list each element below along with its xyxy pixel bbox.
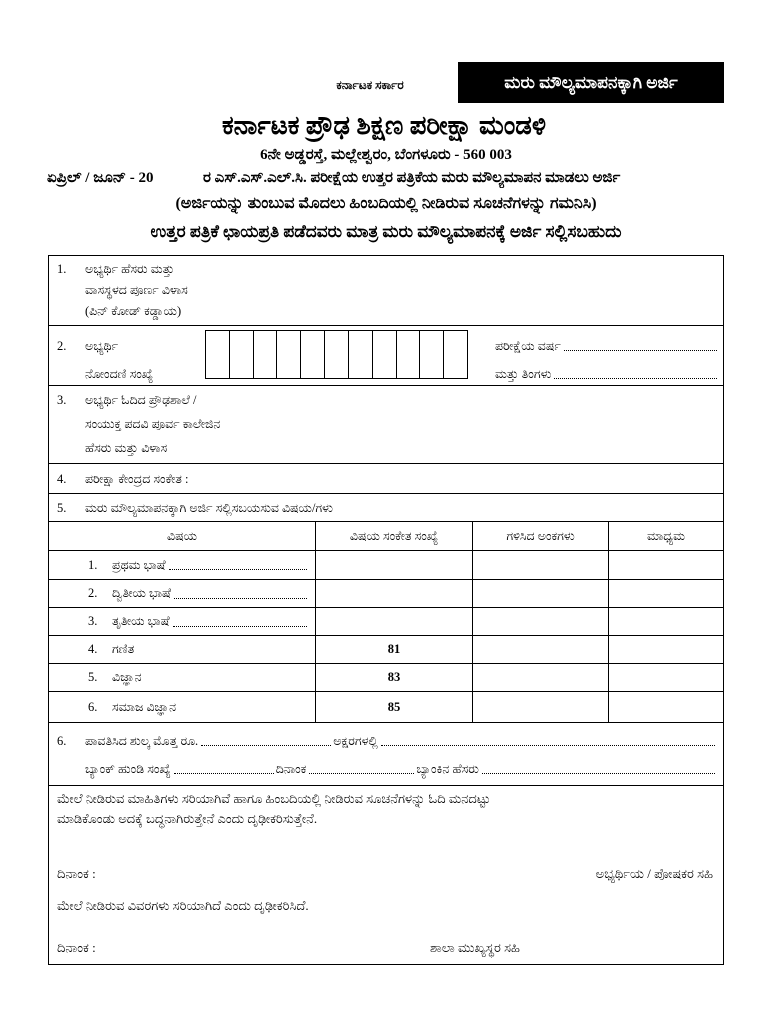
registration-section [49,326,723,386]
headmaster-signature-label: ಶಾಲಾ ಮುಖ್ಯಸ್ಥರ ಸಹಿ [430,940,520,955]
instruction-note: (ಅರ್ಜಿಯನ್ನು ತುಂಬುವ ಮೊದಲು ಹಿಂಬದಿಯಲ್ಲಿ ನೀಡಿರುವ ಸೂಚನೆಗಳನ್ನು ಗಮನಿಸಿ) [175,195,597,212]
school-date-label: ದಿನಾಂಕ : [57,940,96,955]
item-number: 6. [57,734,67,748]
registration-digit-box [419,330,443,379]
medium-cell [609,580,723,607]
subjects-heading-label: ಮರು ಮೌಲ್ಯಮಾಪನಕ್ಕಾಗಿ ಅರ್ಜಿ ಸಲ್ಲಿಸಬಯಸುವ ವಿಷಯ/ಗಳು [85,501,333,515]
table-row [49,664,723,692]
registration-digit-box [276,330,300,379]
eligibility-note: ಉತ್ತರ ಪತ್ರಿಕೆ ಛಾಯಪ್ರತಿ ಪಡೆದವರು ಮಾತ್ರ ಮರು ಮೌಲ್ಯಮಾಪನಕ್ಕೆ ಅರ್ಜಿ ಸಲ್ಲಿಸಬಹುದು [150,222,622,241]
header-medium: ಮಾಧ್ಯಮ [647,528,685,543]
fee-amount-label: ಪಾವತಿಸಿದ ಶುಲ್ಕ ಮೊತ್ತ ರೂ. [85,733,199,748]
registration-digit-box [396,330,420,379]
board-name-title: ಕರ್ನಾಟಕ ಪ್ರೌಢ ಶಿಕ್ಷಣ ಪರೀಕ್ಷಾ ಮಂಡಳಿ [221,111,547,140]
subject-name: ತೃತೀಯ ಭಾಷೆ [112,614,170,628]
registration-digit-box [324,330,348,379]
table-row [49,692,723,723]
bank-name-label: ಬ್ಯಾಂಕಿನ ಹೆಸರು [416,761,479,776]
dd-number-blank [174,773,274,774]
item-number: 5. [57,501,67,515]
form-body [48,255,724,965]
marks-cell [473,551,609,579]
fee-section [49,723,723,786]
government-label: ಕರ್ನಾಟಕ ಸರ್ಕಾರ [336,78,404,92]
item-number: 1. [57,262,67,276]
subject-name: ಪ್ರಥಮ ಭಾಷೆ [112,557,166,572]
dd-date-blank [309,773,414,774]
board-address: 6ನೇ ಅಡ್ಡರಸ್ತೆ, ಮಲ್ಲೇಶ್ವರಂ, ಬೆಂಗಳೂರು - 560 003 [260,147,512,163]
registration-digit-box [372,330,396,379]
subject-code-cell: 83 [316,664,473,691]
form-type-badge: ಮರು ಮೌಲ್ಯಮಾಪನಕ್ಕಾಗಿ ಅರ್ಜಿ [458,62,724,103]
exam-month-label: ಮತ್ತು ತಿಂಗಳು [495,366,552,381]
marks-cell [473,608,609,635]
label-line: ಅಭ್ಯರ್ಥಿ [85,339,119,353]
subject-number: 3. [88,614,98,628]
declaration-line: ಮಾಡಿಕೊಂಡು ಅದಕ್ಕೆ ಬದ್ಧನಾಗಿರುತ್ತೇನೆ ಎಂದು ದೃಢೀಕರಿಸುತ್ತೇನೆ. [57,811,318,826]
bank-draft-line [85,755,717,783]
subject-name: ದ್ವಿತೀಯ ಭಾಷೆ [112,586,172,600]
subjects-table-header [49,522,723,551]
marks-cell [473,580,609,607]
dd-number-label: ಬ್ಯಾಂಕ್ ಹುಂಡಿ ಸಂಖ್ಯೆ [85,761,171,776]
fee-in-words-label: ಅಕ್ಷರಗಳಲ್ಲಿ [333,733,378,748]
registration-digit-box [443,330,467,379]
registration-digit-box [229,330,253,379]
medium-cell [609,692,723,722]
subject-code-cell [316,580,473,607]
exam-year-label: ಪರೀಕ್ಷೆಯ ವರ್ಷ [495,338,561,353]
subject-cell [49,551,316,579]
subject-cell [49,580,316,607]
exam-session: ಏಪ್ರಿಲ್ / ಜೂನ್ - 20 [47,170,154,186]
item-number: 4. [57,472,67,486]
label-line: ಅಭ್ಯರ್ಥಿ ಹೆಸರು ಮತ್ತು [85,262,175,276]
subject-cell [49,664,316,691]
declaration-section [49,786,723,964]
subject-number: 4. [88,642,98,656]
exam-month-line [495,360,719,386]
school-certification: ಮೇಲೆ ನೀಡಿರುವ ವಿವರಗಳು ಸರಿಯಾಗಿದೆ ಎಂದು ದೃಢೀಕರಿಸಿದೆ. [57,898,309,913]
subject-name-blank [173,626,307,627]
medium-cell [609,551,723,579]
subject-number: 1. [88,557,98,572]
subject-name: ಗಣಿತ [112,642,135,656]
school-section [49,386,723,464]
marks-cell [473,664,609,691]
subject-code-cell: 81 [316,636,473,663]
table-row [49,551,723,580]
label-line: ನೋಂದಣಿ ಸಂಖ್ಯೆ [85,367,154,381]
header-subject: ವಿಷಯ [49,522,316,550]
exam-year-blank [564,350,717,351]
item-number: 3. [57,393,67,407]
table-row [49,580,723,608]
registration-number-boxes [205,330,468,379]
label-line: ಅಭ್ಯರ್ಥಿ ಓದಿದ ಪ್ರೌಢಶಾಲೆ / [85,393,197,407]
subjects-heading [49,494,723,522]
registration-digit-box [348,330,372,379]
subject-name-blank [169,569,307,570]
medium-cell [609,664,723,691]
exam-year-month [495,332,719,386]
subject-name-blank [174,598,307,599]
candidate-address-label [85,259,188,322]
label-line: ವಾಸಸ್ಥಳದ ಪೂರ್ಣ ವಿಳಾಸ [85,283,188,297]
school-label [85,388,220,460]
fee-lines [85,727,717,783]
table-row [49,608,723,636]
registration-digit-box [253,330,277,379]
candidate-address-section [49,256,723,326]
fee-amount-line [85,727,717,755]
subject-number: 2. [88,586,98,600]
subject-code-cell: 85 [316,692,473,722]
registration-label [85,332,153,386]
exam-centre-section [49,464,723,494]
header-subject-code: ವಿಷಯ ಸಂಕೇತ ಸಂಖ್ಯೆ [316,522,473,550]
label-line: (ಪಿನ್ ಕೋಡ್ ಕಡ್ಡಾಯ) [85,304,182,318]
bank-name-blank [482,773,715,774]
registration-digit-box [205,330,229,379]
medium-cell [609,636,723,663]
fee-in-words-blank [381,745,715,746]
header-marks-obtained: ಗಳಿಸಿದ ಅಂಕಗಳು [473,522,609,550]
marks-cell [473,692,609,722]
label-line: ಸಂಯುಕ್ತ ಪದವಿ ಪೂರ್ವ ಕಾಲೇಜಿನ [85,417,221,431]
declaration-line: ಮೇಲೆ ನೀಡಿರುವ ಮಾಹಿತಿಗಳು ಸರಿಯಾಗಿವೆ ಹಾಗೂ ಹಿಂಬದಿಯಲ್ಲಿ ನೀಡಿರುವ ಸೂಚನೆಗಳನ್ನು ಓದಿ ಮನದಟ್ಟು [57,791,491,806]
subject-code-cell [316,608,473,635]
subject-cell [49,608,316,635]
exam-centre-label: ಪರೀಕ್ಷಾ ಕೇಂದ್ರದ ಸಂಕೇತ : [85,472,189,486]
subject-name: ವಿಜ್ಞಾನ [112,670,142,684]
marks-cell [473,636,609,663]
exam-month-blank [554,378,717,379]
label-line: ಹೆಸರು ಮತ್ತು ವಿಳಾಸ [85,441,168,455]
subject-number: 6. [88,699,98,714]
item-number: 2. [57,339,67,353]
registration-digit-box [300,330,324,379]
table-row [49,636,723,664]
form-title: ರ ಎಸ್.ಎಸ್.ಎಲ್.ಸಿ. ಪರೀಕ್ಷೆಯ ಉತ್ತರ ಪತ್ರಿಕೆಯ ಮರು ಮೌಲ್ಯಮಾಪನ ಮಾಡಲು ಅರ್ಜಿ [203,170,621,186]
exam-year-line [495,332,719,360]
subject-code-cell [316,551,473,579]
subject-number: 5. [88,670,98,684]
subject-cell [49,692,316,722]
medium-cell [609,608,723,635]
fee-amount-blank [201,745,331,746]
candidate-signature-label: ಅಭ್ಯರ್ಥಿಯ / ಪೋಷಕರ ಸಹಿ [595,866,713,881]
candidate-declaration [57,789,715,829]
dd-date-label: ದಿನಾಂಕ [275,761,307,776]
candidate-date-label: ದಿನಾಂಕ : [57,866,96,881]
subject-name: ಸಮಾಜ ವಿಜ್ಞಾನ [112,699,177,714]
subject-cell [49,636,316,663]
